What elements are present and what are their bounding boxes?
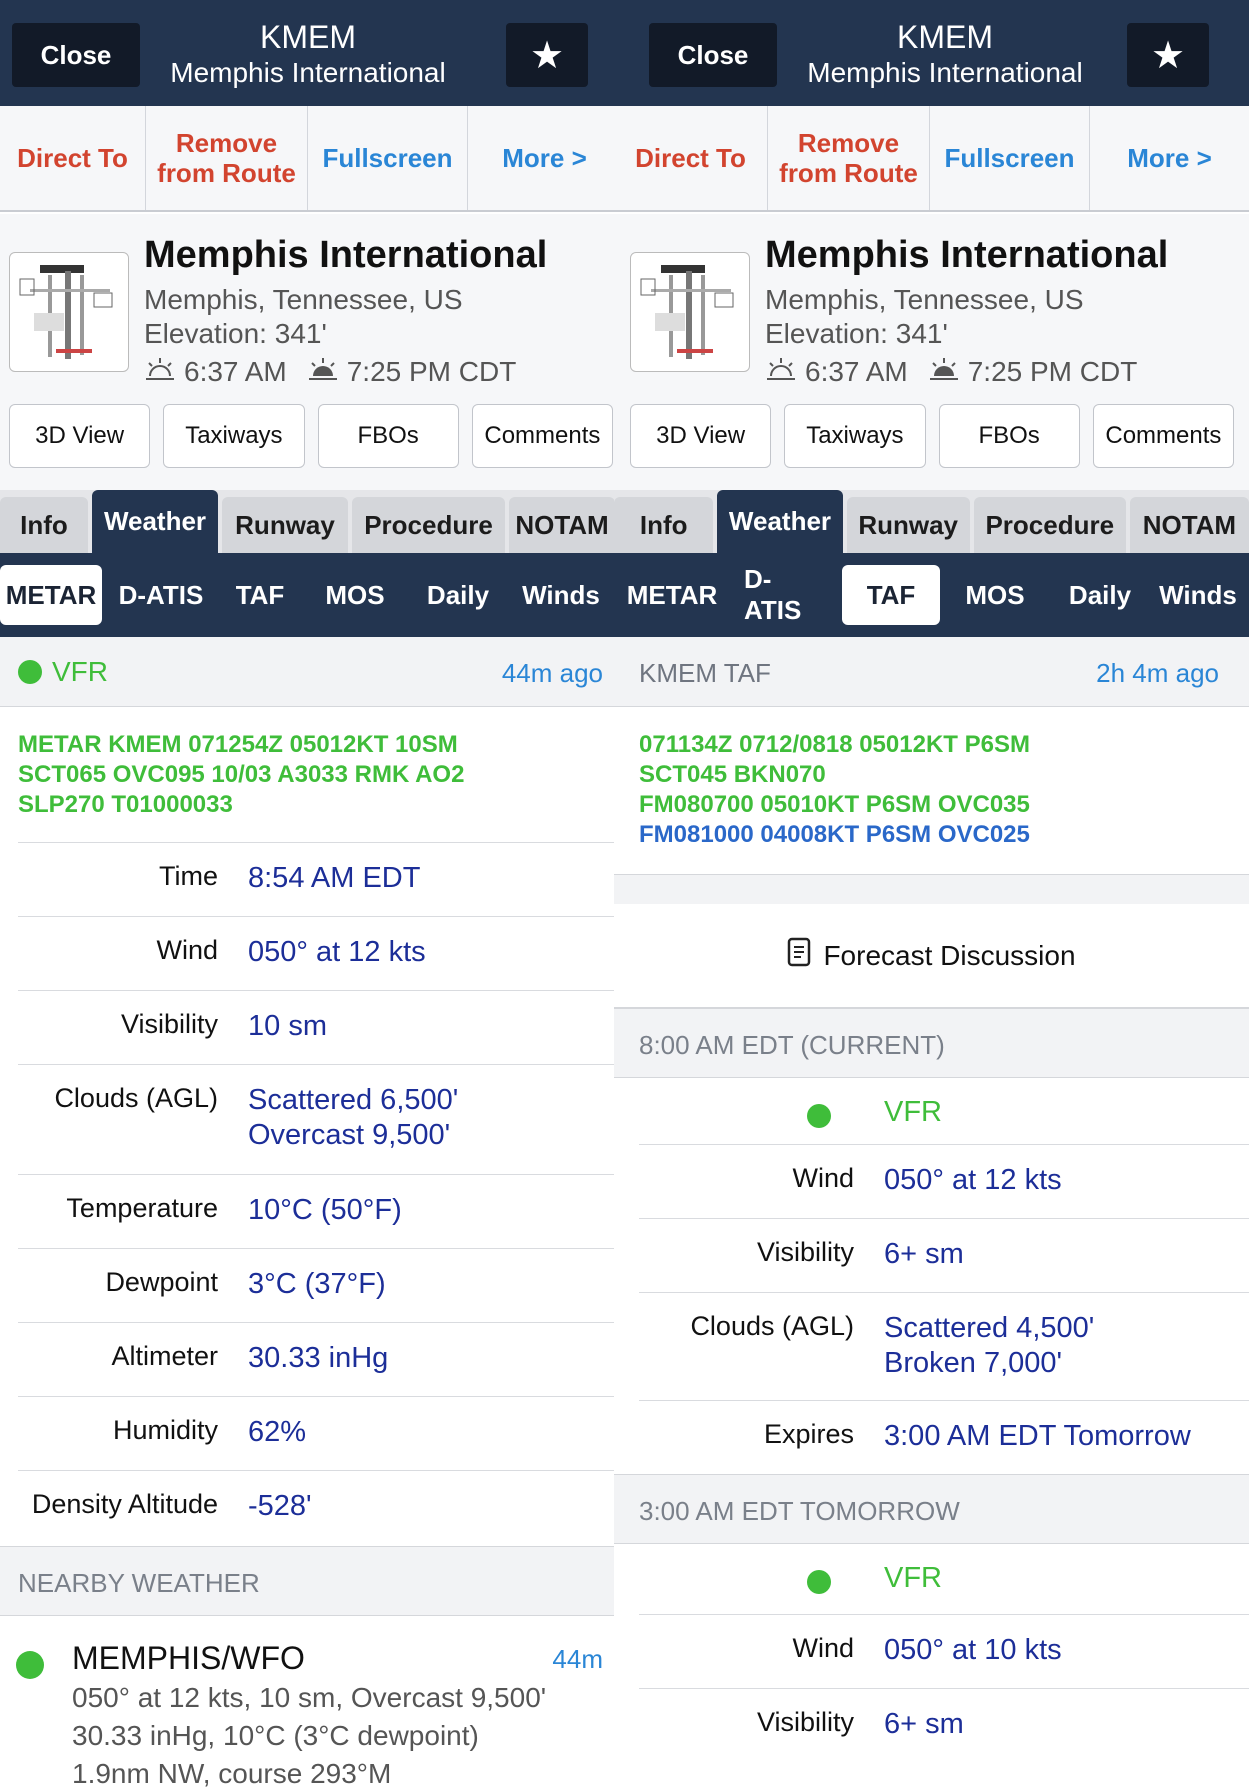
fullscreen-button[interactable]: Fullscreen [930, 106, 1090, 210]
tab-info[interactable]: Info [0, 497, 88, 553]
remove-from-route-button[interactable]: Remove from Route [146, 106, 308, 210]
close-button[interactable]: Close [12, 23, 140, 87]
cloud-layer: Scattered 4,500' [884, 1312, 1095, 1344]
airport-name: Memphis International [765, 234, 1169, 276]
taf-row-clouds [639, 1292, 1249, 1400]
sunset-icon [928, 354, 968, 389]
period-header-current [614, 1008, 1249, 1078]
metar-row-density-altitude [18, 1470, 614, 1546]
tab-runway[interactable]: Runway [222, 497, 348, 553]
sunset-icon [307, 354, 347, 389]
star-icon: ★ [529, 34, 565, 77]
row-label: Dewpoint [105, 1267, 218, 1297]
cloud-layer: Scattered 6,500' [248, 1084, 459, 1116]
3d-view-button[interactable]: 3D View [9, 404, 150, 468]
raw-taf-line: SCT045 BKN070 [639, 761, 826, 788]
taf-row-expires [639, 1400, 1249, 1474]
raw-taf [639, 730, 1229, 850]
header-bar [614, 0, 1249, 106]
airport-elevation: Elevation: 341' [765, 318, 948, 349]
vfr-indicator-icon [18, 660, 42, 684]
subtab-mos[interactable]: MOS [325, 579, 385, 610]
sun-times [144, 354, 516, 389]
row-value: 050° at 12 kts [248, 936, 426, 968]
taxiways-button[interactable]: Taxiways [784, 404, 925, 468]
subtab-datis[interactable]: D-ATIS [744, 564, 802, 625]
raw-metar-line: SLP270 T01000033 [18, 791, 233, 818]
raw-metar [18, 730, 608, 820]
vfr-indicator-icon [16, 1651, 44, 1679]
airport-code: KMEM [260, 19, 356, 55]
row-label: Clouds (AGL) [54, 1083, 218, 1113]
fullscreen-button[interactable]: Fullscreen [308, 106, 468, 210]
raw-taf-line: FM081000 04008KT P6SM OVC025 [639, 821, 1030, 848]
subtab-winds[interactable]: Winds [522, 579, 600, 610]
airport-summary [0, 214, 621, 490]
airport-diagram-thumbnail[interactable] [9, 252, 129, 372]
station-name: MEMPHIS/WFO [72, 1640, 305, 1676]
airport-code: KMEM [897, 19, 993, 55]
document-icon [787, 937, 823, 974]
sunrise-time: 6:37 AM [805, 355, 908, 387]
metar-row-temperature [18, 1174, 614, 1248]
station-summary: 050° at 12 kts, 10 sm, Overcast 9,500' [72, 1682, 547, 1713]
row-value: 050° at 10 kts [884, 1634, 1062, 1666]
more-button[interactable]: More > [502, 143, 587, 173]
row-label: Wind [792, 1633, 854, 1663]
sunset-time: 7:25 PM CDT [967, 355, 1138, 387]
flight-category: VFR [884, 1562, 942, 1594]
airport-elevation: Elevation: 341' [144, 318, 327, 349]
subtab-taf[interactable]: TAF [842, 565, 940, 625]
airport-diagram-thumbnail[interactable] [630, 252, 750, 372]
header-titles [140, 18, 476, 90]
airport-location: Memphis, Tennessee, US [144, 284, 463, 315]
row-label: Density Altitude [31, 1489, 218, 1519]
sun-times [765, 354, 1137, 389]
fbos-button[interactable]: FBOs [318, 404, 459, 468]
raw-taf-line: FM080700 05010KT P6SM OVC035 [639, 791, 1030, 818]
raw-metar-line: SCT065 OVC095 10/03 A3033 RMK AO2 [18, 761, 465, 788]
subtab-mos[interactable]: MOS [965, 579, 1025, 610]
row-label: Humidity [112, 1415, 218, 1445]
metar-row-humidity [18, 1396, 614, 1470]
taf-title: KMEM TAF [639, 658, 771, 688]
period-header-tomorrow [614, 1474, 1249, 1544]
row-value: 30.33 inHg [248, 1342, 389, 1374]
subtab-taf[interactable]: TAF [235, 579, 285, 610]
row-label: Expires [763, 1419, 854, 1449]
metar-status [0, 637, 621, 707]
sunrise-time: 6:37 AM [184, 355, 287, 387]
main-tabs [0, 490, 621, 553]
row-label: Temperature [66, 1193, 218, 1223]
close-button[interactable]: Close [649, 23, 777, 87]
sunrise-icon [765, 354, 805, 389]
tab-notam[interactable]: NOTAM [509, 497, 615, 553]
action-bar [614, 106, 1249, 212]
taf-header [614, 637, 1249, 707]
section-title: 3:00 AM EDT TOMORROW [639, 1496, 960, 1526]
airport-buttons [630, 404, 1234, 468]
favorite-button[interactable] [506, 23, 588, 87]
comments-button[interactable]: Comments [472, 404, 613, 468]
direct-to-button[interactable]: Direct To [614, 106, 768, 210]
station-details: 30.33 inHg, 10°C (3°C dewpoint) [72, 1720, 479, 1751]
subtab-daily[interactable]: Daily [1068, 579, 1132, 610]
airport-buttons [9, 404, 613, 468]
tab-procedure[interactable]: Procedure [352, 497, 505, 553]
taf-row-wind [639, 1614, 1249, 1688]
row-value: 10°C (50°F) [248, 1194, 402, 1226]
right-panel [614, 0, 1249, 1768]
section-title: NEARBY WEATHER [18, 1568, 260, 1598]
flight-category: VFR [884, 1096, 942, 1128]
3d-view-button[interactable]: 3D View [630, 404, 771, 468]
cloud-layer: Overcast 9,500' [248, 1119, 451, 1151]
header-bar [0, 0, 621, 106]
row-value: 10 sm [248, 1010, 327, 1042]
subtab-metar[interactable]: METAR [0, 565, 102, 625]
tab-notam[interactable]: NOTAM [1130, 497, 1249, 553]
metar-row-wind [18, 916, 614, 990]
raw-metar-line: METAR KMEM 071254Z 05012KT 10SM [18, 731, 458, 758]
tab-weather[interactable]: Weather [717, 490, 842, 553]
row-label: Wind [792, 1163, 854, 1193]
subtab-datis[interactable]: D-ATIS [118, 579, 204, 610]
subtab-metar[interactable]: METAR [626, 579, 718, 610]
row-value: 050° at 12 kts [884, 1164, 1062, 1196]
remove-from-route-button[interactable]: Remove from Route [768, 106, 930, 210]
row-value: 8:54 AM EDT [248, 862, 421, 894]
metar-row-clouds [18, 1064, 614, 1174]
vfr-indicator-icon [807, 1104, 831, 1128]
forecast-discussion-button[interactable] [614, 904, 1249, 1008]
comments-button[interactable]: Comments [1093, 404, 1234, 468]
fbos-button[interactable]: FBOs [939, 404, 1080, 468]
favorite-button[interactable] [1127, 23, 1209, 87]
tab-runway[interactable]: Runway [847, 497, 970, 553]
tab-weather[interactable]: Weather [92, 490, 218, 553]
metar-row-dewpoint [18, 1248, 614, 1322]
airport-subtitle: Memphis International [807, 57, 1083, 88]
header-titles [777, 18, 1113, 90]
metar-row-time [18, 842, 614, 916]
sunrise-icon [144, 354, 184, 389]
star-icon: ★ [1150, 34, 1186, 77]
row-label: Visibility [756, 1237, 854, 1267]
section-title: 8:00 AM EDT (CURRENT) [639, 1030, 945, 1060]
row-label: Time [159, 861, 218, 891]
row-label: Altimeter [111, 1341, 218, 1371]
forecast-discussion-label: Forecast Discussion [823, 939, 1076, 971]
row-value [884, 1311, 1094, 1381]
left-panel [0, 0, 621, 1789]
subtab-daily[interactable]: Daily [426, 579, 490, 610]
raw-taf-line: 071134Z 0712/0818 05012KT P6SM [639, 731, 1030, 758]
row-label: Wind [156, 935, 218, 965]
row-value: 3:00 AM EDT Tomorrow [884, 1420, 1191, 1452]
station-age: 44m [552, 1644, 603, 1674]
separator-band [614, 874, 1249, 904]
row-value: 62% [248, 1416, 307, 1448]
metar-age: 44m ago [501, 658, 603, 688]
airport-subtitle: Memphis International [170, 57, 446, 88]
row-value: 3°C (37°F) [248, 1268, 386, 1300]
airport-name: Memphis International [144, 234, 548, 276]
main-tabs [614, 490, 1249, 553]
direct-to-button[interactable]: Direct To [0, 106, 146, 210]
subtab-winds[interactable]: Winds [1159, 579, 1237, 610]
action-bar [0, 106, 621, 212]
taf-row-category [639, 1544, 1249, 1614]
row-value: 6+ sm [884, 1238, 964, 1270]
nearby-station[interactable] [0, 1618, 621, 1789]
taxiways-button[interactable]: Taxiways [163, 404, 304, 468]
row-value: 6+ sm [884, 1708, 964, 1740]
tab-info[interactable]: Info [614, 497, 713, 553]
metar-row-visibility [18, 990, 614, 1064]
vfr-indicator-icon [807, 1570, 831, 1594]
row-label: Visibility [120, 1009, 218, 1039]
taf-row-category [639, 1078, 1249, 1144]
taf-row-visibility [639, 1688, 1249, 1768]
station-distance: 1.9nm NW, course 293°M [72, 1758, 392, 1789]
cloud-layer: Broken 7,000' [884, 1347, 1063, 1379]
taf-age: 2h 4m ago [1096, 658, 1219, 688]
airport-location: Memphis, Tennessee, US [765, 284, 1084, 315]
airport-summary [614, 214, 1249, 490]
row-value [248, 1083, 458, 1153]
metar-row-altimeter [18, 1322, 614, 1396]
taf-row-visibility [639, 1218, 1249, 1292]
flight-category: VFR [52, 656, 108, 687]
row-value: -528' [248, 1490, 312, 1522]
sunset-time: 7:25 PM CDT [346, 355, 517, 387]
row-label: Visibility [756, 1707, 854, 1737]
nearby-weather-header [0, 1546, 621, 1616]
taf-row-wind [639, 1144, 1249, 1218]
more-button[interactable]: More > [1127, 143, 1212, 173]
weather-subtabs [614, 553, 1249, 637]
tab-procedure[interactable]: Procedure [974, 497, 1126, 553]
row-label: Clouds (AGL) [690, 1311, 854, 1341]
weather-subtabs [0, 553, 621, 637]
